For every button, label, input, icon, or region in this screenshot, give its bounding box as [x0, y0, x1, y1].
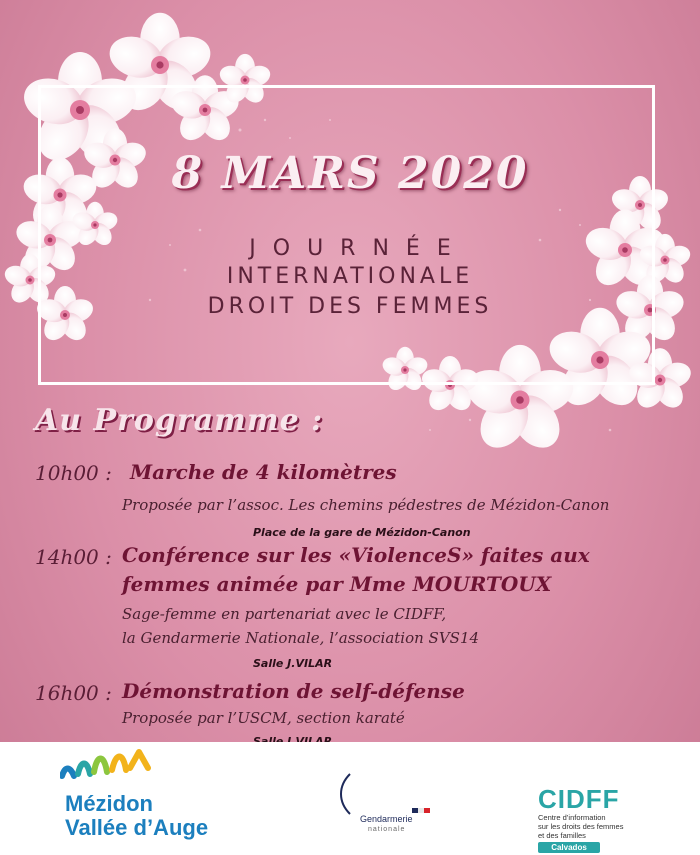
gendarmerie-subname: nationale — [368, 826, 406, 833]
subtitle-line-2: INTERNATIONALE — [226, 264, 474, 289]
footer-logos — [0, 742, 700, 855]
gendarmerie-name: Gendarmerie — [360, 814, 413, 824]
gendarmerie-logo-icon — [340, 772, 440, 817]
cidff-logo-icon: CIDFF — [538, 784, 620, 814]
event-time: 10h00 : — [35, 461, 112, 485]
event-time: 14h00 : — [35, 545, 112, 569]
event-description: Proposée par l’assoc. Les chemins pédestres de Mézidon-Canon — [122, 496, 610, 514]
subtitle-line-1: JOURNÉE — [249, 236, 468, 261]
subtitle-line-3: DROIT DES FEMMES — [207, 294, 493, 319]
cidff-tagline: sur les droits des femmes — [538, 822, 624, 831]
event-place: Place de la gare de Mézidon-Canon — [253, 526, 471, 539]
event-description: Sage-femme en partenariat avec le CIDFF, — [122, 605, 447, 623]
event-date: 8 MARS 2020 — [171, 148, 529, 199]
event-place: Salle J.VILAR — [253, 657, 333, 670]
cidff-region-badge: Calvados — [538, 842, 600, 853]
cidff-tagline: Centre d’information — [538, 813, 606, 822]
mezidon-logo-icon — [60, 748, 155, 786]
event-title: femmes animée par Mme MOURTOUX — [122, 572, 552, 596]
programme-heading: Au Programme : — [35, 403, 324, 438]
event-title: Conférence sur les «ViolenceS» faites aux — [122, 543, 590, 567]
event-time: 16h00 : — [35, 681, 112, 705]
mezidon-name-line2: Vallée d’Auge — [65, 815, 209, 840]
mezidon-name-line1: Mézidon — [65, 791, 153, 816]
event-description: la Gendarmerie Nationale, l’association SVS14 — [122, 629, 480, 647]
event-title: Démonstration de self-défense — [122, 679, 465, 703]
event-title: Marche de 4 kilomètres — [130, 460, 397, 484]
title-frame — [38, 85, 655, 385]
event-description: Proposée par l’USCM, section karaté — [122, 709, 405, 727]
cidff-tagline: et des familles — [538, 831, 586, 840]
